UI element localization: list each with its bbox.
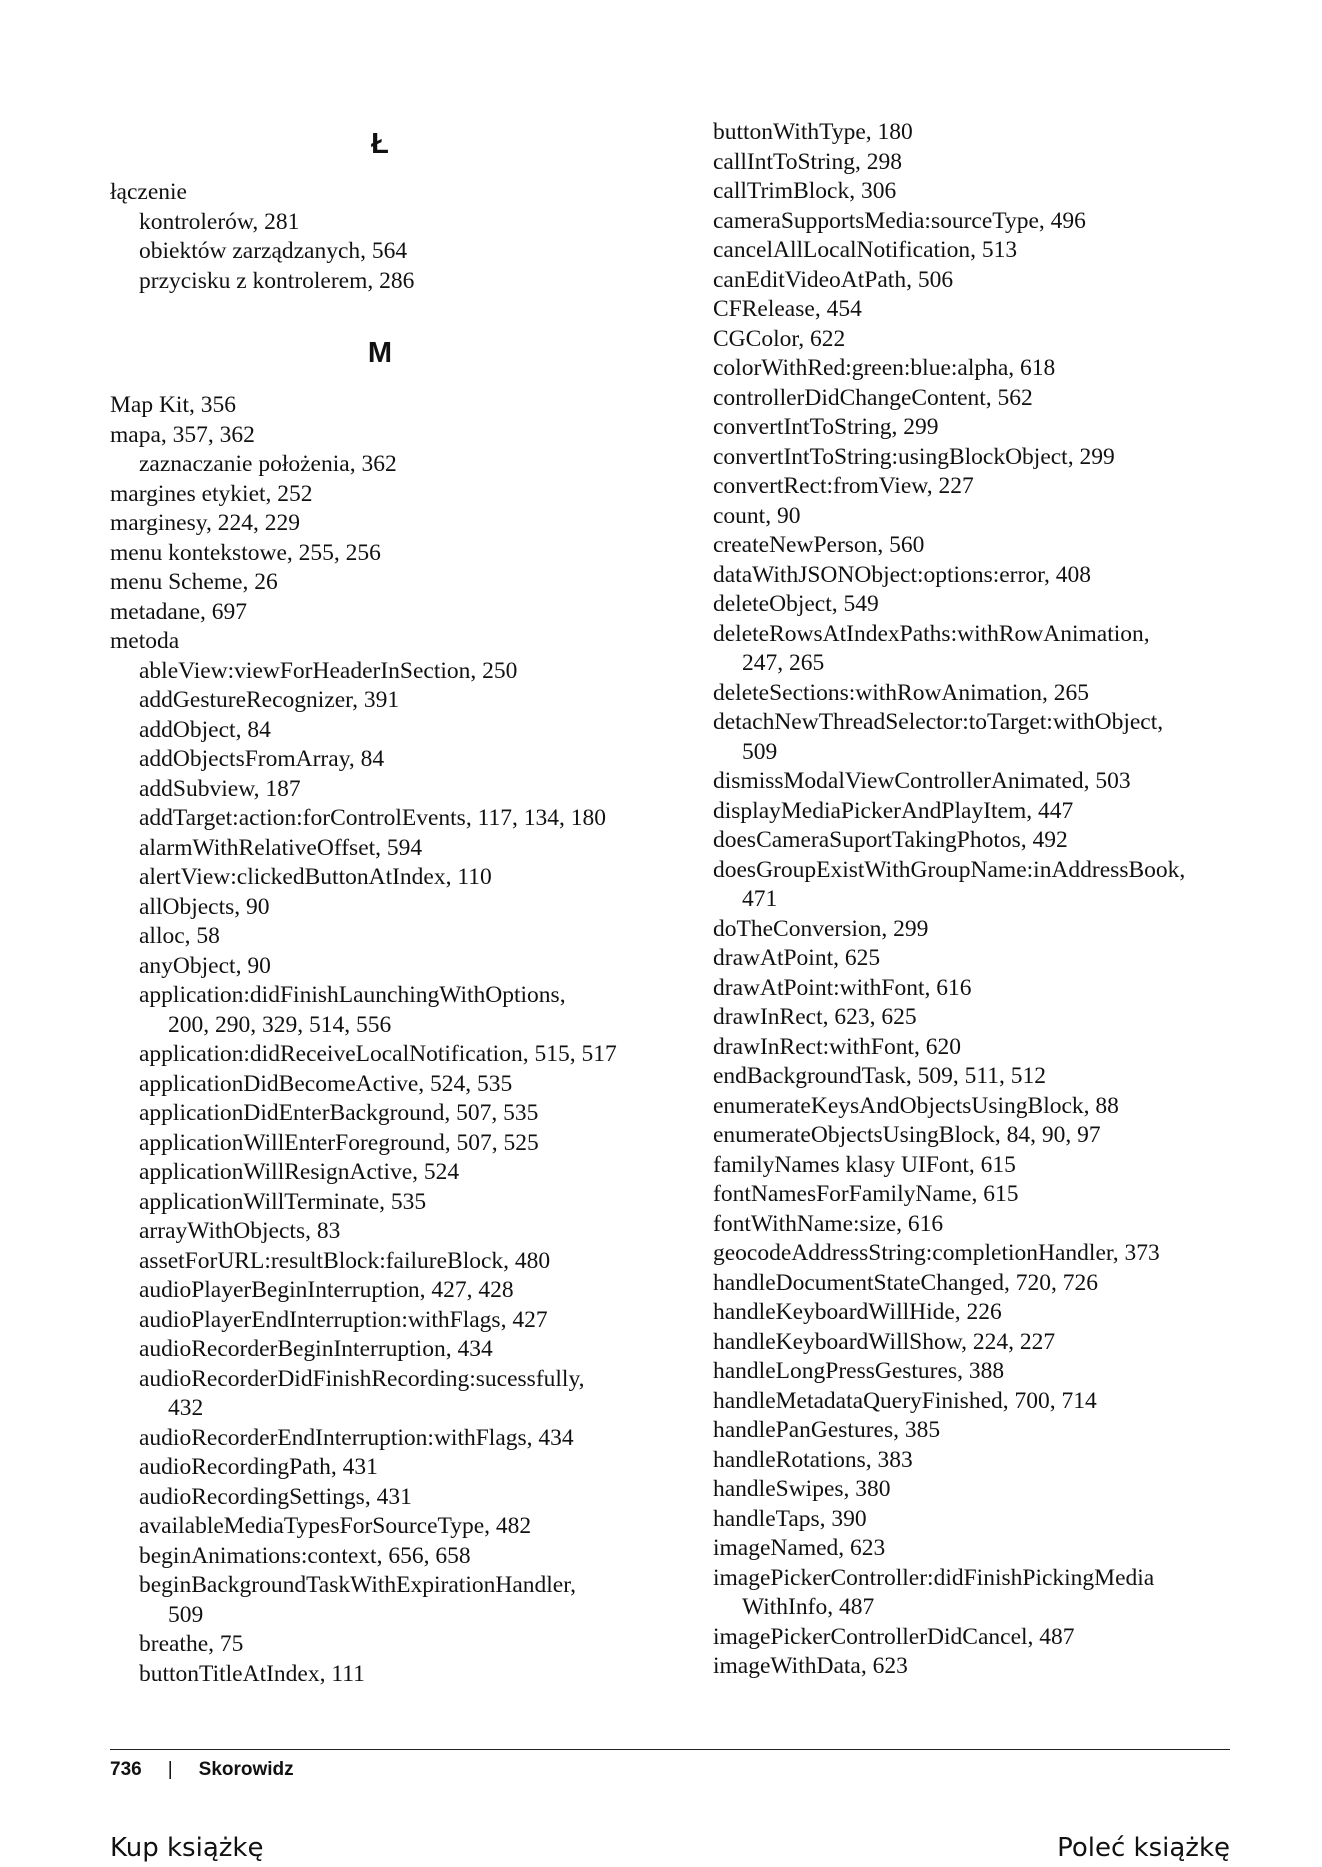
index-entry: convertIntToString, 299 xyxy=(713,414,939,440)
index-entry: cancelAllLocalNotification, 513 xyxy=(713,237,1018,263)
index-entry: addGestureRecognizer, 391 xyxy=(139,687,400,713)
index-entry: availableMediaTypesForSourceType, 482 xyxy=(139,1513,532,1539)
index-entry: doTheConversion, 299 xyxy=(713,915,929,942)
index-entry: handleKeyboardWillShow, 224, 227 xyxy=(713,1328,1056,1355)
index-entry: applicationDidBecomeActive, 524, 535 xyxy=(139,1070,513,1097)
index-entry: geocodeAddressString:completionHandler, 373 xyxy=(713,1240,1160,1266)
index-entry: zaznaczanie położenia, 362 xyxy=(139,451,397,477)
index-entry: applicationDidEnterBackground, 507, 535 xyxy=(139,1100,539,1126)
index-entry: familyNames klasy UIFont, 615 xyxy=(713,1151,1016,1178)
page-footer xyxy=(110,1757,294,1783)
index-entry: CGColor, 622 xyxy=(713,325,846,352)
index-entry: audioRecordingSettings, 431 xyxy=(139,1483,412,1510)
index-entry: audioRecorderBeginInterruption, 434 xyxy=(139,1336,493,1362)
index-entry: enumerateObjectsUsingBlock, 84, 90, 97 xyxy=(713,1122,1101,1148)
index-entry: audioRecorderEndInterruption:withFlags, 434 xyxy=(139,1424,574,1451)
index-entry: buttonWithType, 180 xyxy=(713,119,913,145)
index-entry: WithInfo, 487 xyxy=(742,1594,875,1620)
index-entry: drawInRect:withFont, 620 xyxy=(713,1033,962,1060)
index-entry: ableView:viewForHeaderInSection, 250 xyxy=(139,657,518,684)
index-entry: doesCameraSuportTakingPhotos, 492 xyxy=(713,827,1068,853)
index-entry: convertIntToString:usingBlockObject, 299 xyxy=(713,443,1115,470)
index-entry: colorWithRed:green:blue:alpha, 618 xyxy=(713,355,1056,381)
index-entry: łączenie xyxy=(110,179,187,205)
index-entry: mapa, 357, 362 xyxy=(110,421,255,448)
index-entry: imageWithData, 623 xyxy=(713,1653,908,1679)
index-entry: drawAtPoint, 625 xyxy=(713,945,881,971)
index-entry: kontrolerów, 281 xyxy=(139,208,300,235)
section-m-entries xyxy=(110,391,670,1689)
index-entry: callIntToString, 298 xyxy=(713,148,902,175)
index-entry: applicationWillResignActive, 524 xyxy=(139,1159,460,1185)
index-entry: application:didReceiveLocalNotification, 515, 517 xyxy=(139,1041,617,1067)
index-entry: dismissModalViewControllerAnimated, 503 xyxy=(713,768,1131,794)
index-entry: 432 xyxy=(168,1395,204,1421)
index-entry: addObject, 84 xyxy=(139,716,271,743)
index-entry: audioPlayerEndInterruption:withFlags, 427 xyxy=(139,1306,548,1333)
index-entry: deleteRowsAtIndexPaths:withRowAnimation, xyxy=(713,620,1150,647)
footer-separator: | xyxy=(167,1759,173,1780)
index-entry: audioRecorderDidFinishRecording:sucessfully, xyxy=(139,1365,585,1392)
index-entry: przycisku z kontrolerem, 286 xyxy=(139,267,415,294)
index-entry: breathe, 75 xyxy=(139,1631,244,1657)
index-entry: imagePickerController:didFinishPickingMedia xyxy=(713,1564,1155,1591)
buy-book-link[interactable]: Kup książkę xyxy=(110,1833,264,1863)
section-name: Skorowidz xyxy=(198,1759,294,1780)
index-entry: handleTaps, 390 xyxy=(713,1505,867,1532)
index-entry: obiektów zarządzanych, 564 xyxy=(139,238,408,264)
index-entry: addTarget:action:forControlEvents, 117, 134, 180 xyxy=(139,805,606,831)
section-heading-m: M xyxy=(367,337,393,369)
index-entry: audioRecordingPath, 431 xyxy=(139,1454,378,1480)
index-entry: cameraSupportsMedia:sourceType, 496 xyxy=(713,207,1086,234)
index-entry: applicationWillEnterForeground, 507, 525 xyxy=(139,1129,539,1156)
footer-rule xyxy=(110,1749,1230,1750)
index-entry: deleteSections:withRowAnimation, 265 xyxy=(713,679,1089,706)
index-entry: imageNamed, 623 xyxy=(713,1535,886,1561)
section-heading-l: Ł xyxy=(371,128,389,160)
index-entry: 200, 290, 329, 514, 556 xyxy=(168,1011,392,1038)
index-entry: addObjectsFromArray, 84 xyxy=(139,746,385,772)
index-entry: anyObject, 90 xyxy=(139,952,271,979)
index-entry: handleKeyboardWillHide, 226 xyxy=(713,1299,1002,1325)
index-entry: handleRotations, 383 xyxy=(713,1446,913,1473)
index-entry: application:didFinishLaunchingWithOptions, xyxy=(139,982,566,1008)
index-entry: count, 90 xyxy=(713,502,801,529)
index-entry: dataWithJSONObject:options:error, 408 xyxy=(713,561,1091,588)
index-entry: handlePanGestures, 385 xyxy=(713,1417,941,1443)
index-entry: alertView:clickedButtonAtIndex, 110 xyxy=(139,864,492,890)
index-entry: alarmWithRelativeOffset, 594 xyxy=(139,834,423,861)
index-entry: 471 xyxy=(742,886,778,912)
index-entry: assetForURL:resultBlock:failureBlock, 480 xyxy=(139,1247,551,1274)
index-entry: canEditVideoAtPath, 506 xyxy=(713,266,954,293)
recommend-book-link[interactable]: Poleć książkę xyxy=(1057,1833,1230,1863)
index-entry: doesGroupExistWithGroupName:inAddressBook, xyxy=(713,856,1186,883)
index-entry: createNewPerson, 560 xyxy=(713,532,925,558)
index-entry: detachNewThreadSelector:toTarget:withObject, xyxy=(713,709,1164,735)
index-entry: buttonTitleAtIndex, 111 xyxy=(139,1660,365,1687)
index-entry: handleDocumentStateChanged, 720, 726 xyxy=(713,1269,1099,1296)
index-entry: fontWithName:size, 616 xyxy=(713,1210,944,1237)
index-entry: drawInRect, 623, 625 xyxy=(713,1004,917,1030)
index-entry: 509 xyxy=(742,738,778,765)
index-entry: menu Scheme, 26 xyxy=(110,569,278,595)
index-entry: metoda xyxy=(110,628,180,654)
section-l-entries xyxy=(110,178,670,296)
index-entry: margines etykiet, 252 xyxy=(110,480,313,507)
index-entry: beginAnimations:context, 656, 658 xyxy=(139,1542,471,1569)
index-entry: metadane, 697 xyxy=(110,598,248,625)
index-entry: fontNamesForFamilyName, 615 xyxy=(713,1181,1019,1207)
index-entry: arrayWithObjects, 83 xyxy=(139,1218,341,1244)
index-entry: displayMediaPickerAndPlayItem, 447 xyxy=(713,797,1074,824)
right-column-entries xyxy=(713,118,1233,1682)
index-entry: audioPlayerBeginInterruption, 427, 428 xyxy=(139,1277,514,1303)
index-entry: 509 xyxy=(168,1601,204,1628)
index-entry: imagePickerControllerDidCancel, 487 xyxy=(713,1623,1075,1650)
index-entry: deleteObject, 549 xyxy=(713,591,879,617)
index-entry: menu kontekstowe, 255, 256 xyxy=(110,539,381,566)
index-entry: drawAtPoint:withFont, 616 xyxy=(713,974,972,1001)
index-entry: beginBackgroundTaskWithExpirationHandler, xyxy=(139,1572,576,1598)
index-entry: marginesy, 224, 229 xyxy=(110,510,300,536)
index-entry: 247, 265 xyxy=(742,650,825,676)
index-entry: handleMetadataQueryFinished, 700, 714 xyxy=(713,1387,1097,1414)
index-entry: controllerDidChangeContent, 562 xyxy=(713,384,1033,411)
page-number: 736 xyxy=(110,1759,142,1780)
index-entry: addSubview, 187 xyxy=(139,775,301,802)
index-entry: CFRelease, 454 xyxy=(713,296,862,322)
index-entry: applicationWillTerminate, 535 xyxy=(139,1188,427,1215)
index-entry: alloc, 58 xyxy=(139,923,220,949)
index-entry: callTrimBlock, 306 xyxy=(713,178,897,204)
index-entry: convertRect:fromView, 227 xyxy=(713,473,974,499)
index-entry: enumerateKeysAndObjectsUsingBlock, 88 xyxy=(713,1092,1119,1119)
index-entry: handleSwipes, 380 xyxy=(713,1476,891,1502)
index-entry: handleLongPressGestures, 388 xyxy=(713,1358,1005,1384)
index-entry: Map Kit, 356 xyxy=(110,392,236,418)
index-entry: endBackgroundTask, 509, 511, 512 xyxy=(713,1063,1046,1089)
index-entry: allObjects, 90 xyxy=(139,893,270,920)
